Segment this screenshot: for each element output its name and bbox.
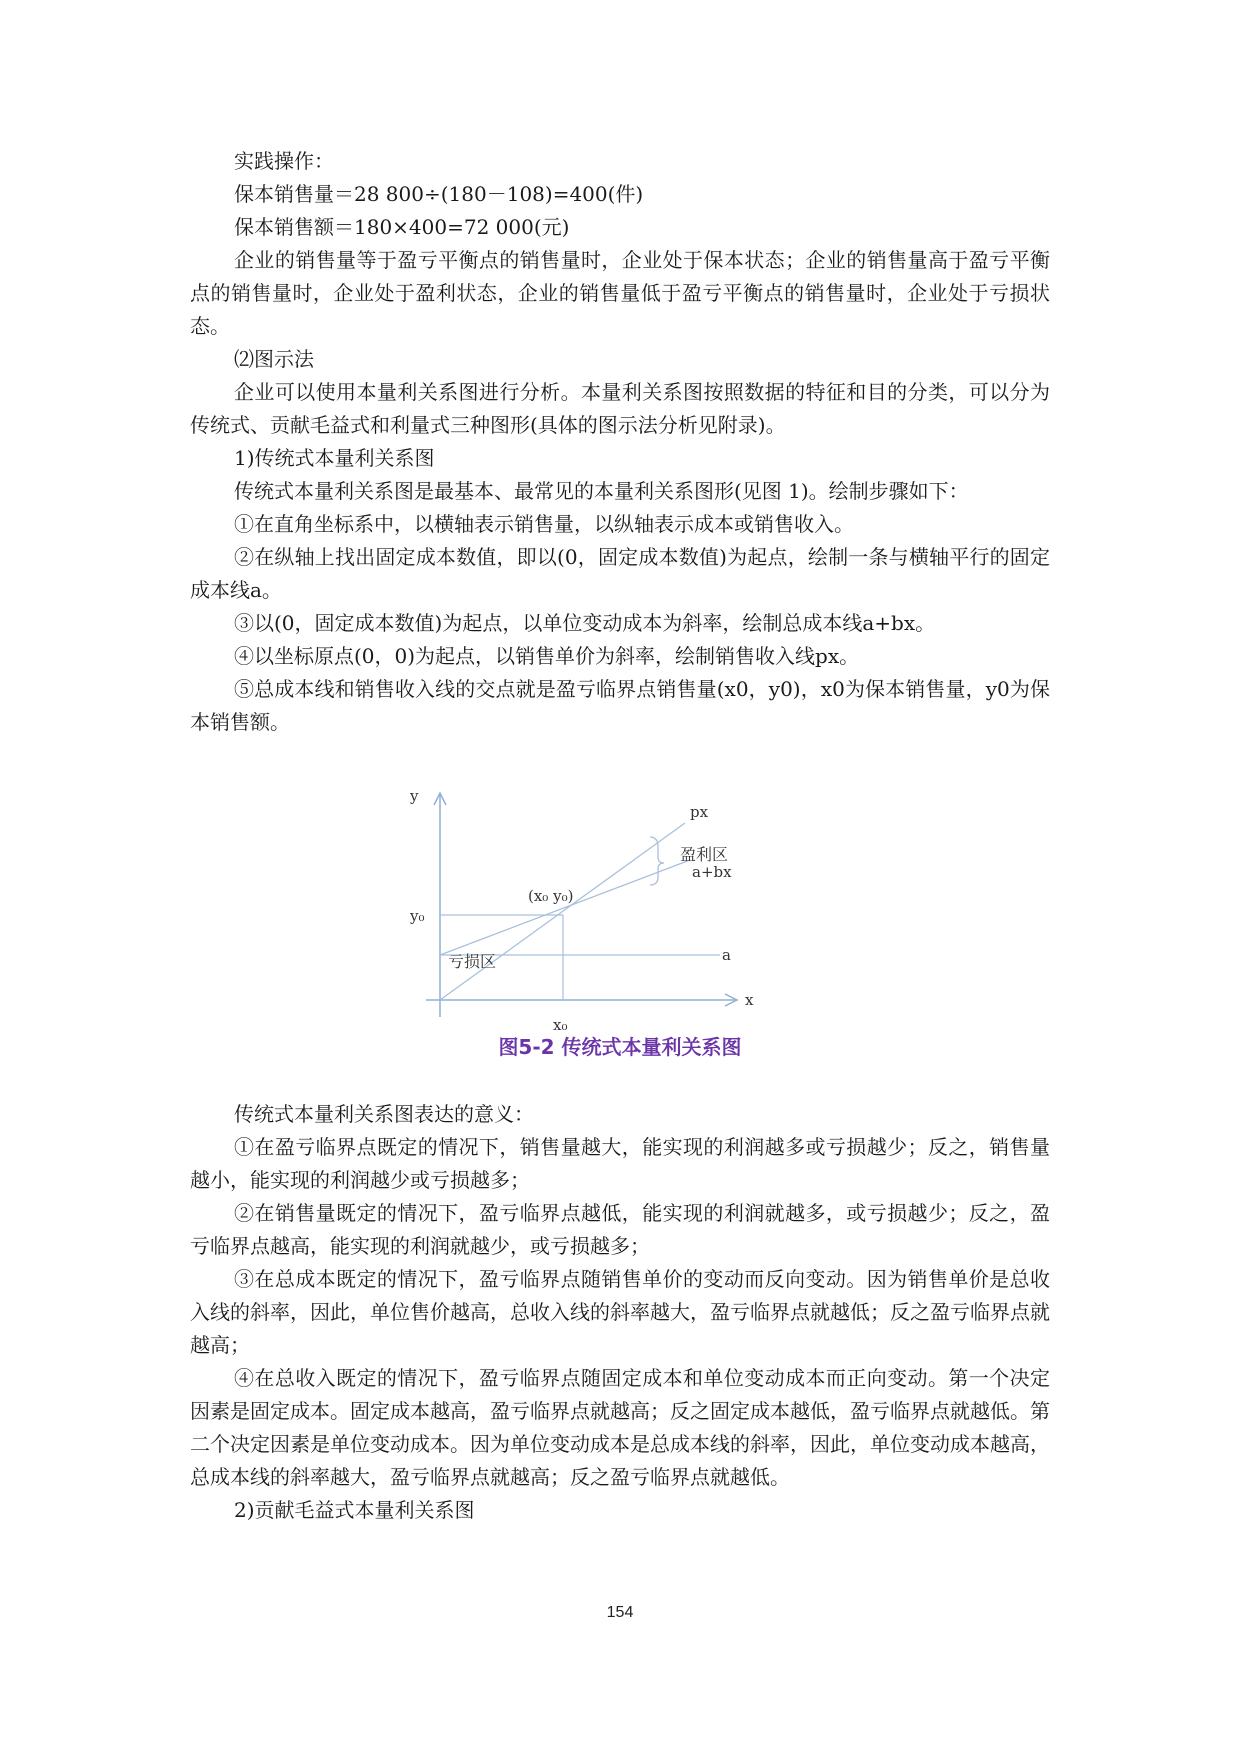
figure-caption: 图5-2 传统式本量利关系图	[498, 1035, 742, 1059]
profit-zone-brace	[650, 837, 664, 885]
paragraph: ③在总成本既定的情况下，盈亏临界点随销售单价的变动而反向变动。因为销售单价是总收入线的斜率，因此，单位售价越高，总收入线的斜率越大，盈亏临界点就越低；反之盈亏临界点就越高；	[190, 1267, 1050, 1357]
paragraph: 企业可以使用本量利关系图进行分析。本量利关系图按照数据的特征和目的分类，可以分为传统式、贡献毛益式和利量式三种图形(具体的图示法分析见附录)。	[190, 380, 1050, 437]
breakeven-point-label: (x₀ y₀)	[528, 887, 574, 905]
paragraph: 1)传统式本量利关系图	[234, 446, 435, 470]
fixed-cost-label: a	[722, 946, 731, 964]
paragraph: 传统式本量利关系图是最基本、最常见的本量利关系图形(见图 1)。绘制步骤如下：	[234, 479, 969, 503]
total-cost-label: a+bx	[692, 863, 732, 881]
y-axis-label: y	[410, 787, 419, 805]
paragraph: ①在盈亏临界点既定的情况下，销售量越大，能实现的利润越多或亏损越少；反之，销售量越小，能实现的利润越少或亏损越多；	[190, 1135, 1050, 1192]
page-number: 154	[606, 1604, 634, 1621]
paragraph: ④在总收入既定的情况下，盈亏临界点随固定成本和单位变动成本而正向变动。第一个决定因素是固定成本。固定成本越高，盈亏临界点就越高；反之固定成本越低，盈亏临界点就越低。第二个决定因素是单位变动成本。因为单位变动成本是总成本线的斜率，因此，单位变动成本越高，总成本线的斜率越大，盈亏临界点就越高；反之盈亏临界点就越低。	[190, 1366, 1050, 1489]
paragraph: 保本销售额＝180×400=72 000(元)	[234, 215, 570, 239]
paragraph: ②在纵轴上找出固定成本数值，即以(0，固定成本数值)为起点，绘制一条与横轴平行的固定成本线a。	[190, 545, 1050, 602]
bottom-text-block	[190, 1098, 1050, 1527]
paragraph: ①在直角坐标系中，以横轴表示销售量，以纵轴表示成本或销售收入。	[234, 512, 854, 536]
paragraph: ④以坐标原点(0，0)为起点，以销售单价为斜率，绘制销售收入线px。	[234, 644, 860, 668]
paragraph: 企业的销售量等于盈亏平衡点的销售量时，企业处于保本状态；企业的销售量高于盈亏平衡点的销售量时，企业处于盈利状态，企业的销售量低于盈亏平衡点的销售量时，企业处于亏损状态。	[190, 248, 1050, 338]
paragraph: 实践操作：	[234, 149, 334, 173]
cvp-diagram	[400, 775, 830, 1035]
paragraph: 2)贡献毛益式本量利关系图	[234, 1498, 475, 1522]
top-text-block	[190, 145, 1050, 739]
loss-zone-label: 亏损区	[448, 952, 497, 971]
paragraph: 传统式本量利关系图表达的意义：	[234, 1102, 534, 1126]
x-axis-label: x	[745, 991, 754, 1009]
paragraph: ②在销售量既定的情况下，盈亏临界点越低，能实现的利润就越多，或亏损越少；反之，盈亏临界点越高，能实现的利润就越少，或亏损越多；	[190, 1201, 1050, 1258]
px-label: px	[690, 803, 709, 821]
paragraph: 保本销售量＝28 800÷(180－108)=400(件)	[234, 182, 644, 206]
total-cost-line	[440, 860, 690, 955]
x0-label: x₀	[553, 1016, 568, 1034]
paragraph: ③以(0，固定成本数值)为起点，以单位变动成本为斜率，绘制总成本线a+bx。	[234, 611, 936, 635]
profit-zone-label: 盈利区	[680, 845, 729, 864]
paragraph: ⑵图示法	[234, 347, 314, 371]
cvp-figure	[400, 775, 830, 1035]
y0-label: y₀	[410, 907, 425, 925]
paragraph: ⑤总成本线和销售收入线的交点就是盈亏临界点销售量(x0，y0)，x0为保本销售量，y0为保本销售额。	[190, 677, 1050, 734]
